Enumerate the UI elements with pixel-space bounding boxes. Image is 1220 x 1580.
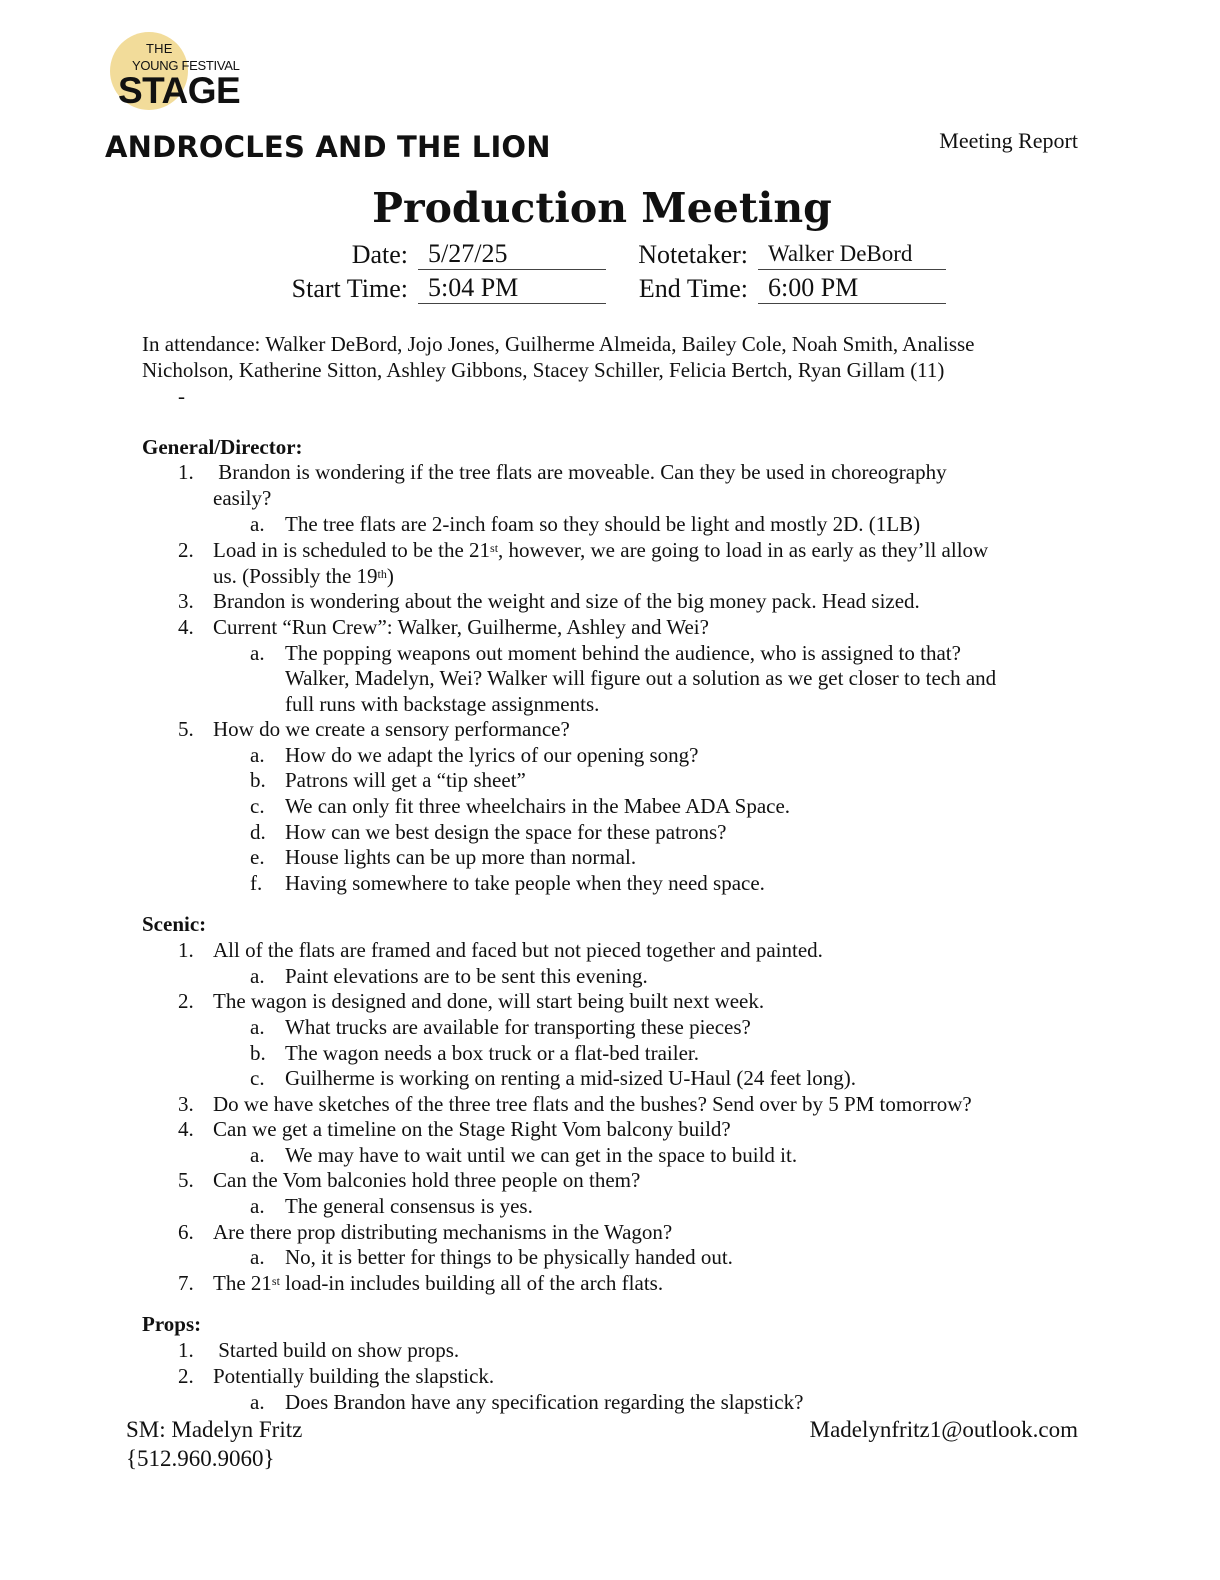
item-text: Potentially building the slapstick. [213,1364,495,1388]
sub-item-letter: a. [250,743,265,767]
sub-item-letter: f. [250,871,263,895]
notetaker-label: Notetaker: [638,240,748,269]
logo-line-the: THE [146,41,173,56]
logo-line-stage: STAGE [118,70,241,111]
sub-item-letter: d. [250,820,266,844]
item-text: Brandon is wondering about the weight and size of the big money pack. Head sized. [213,589,920,613]
item-text-part: Load in is scheduled to be the 21 [213,538,491,562]
item-number: 6. [178,1220,194,1244]
sub-item-text: We can only fit three wheelchairs in the Mabee ADA Space. [285,794,791,818]
meta-row-time [0,274,1220,306]
logo-line-young-festival: YOUNG FESTIVAL [132,58,240,73]
sub-item-text: Patrons will get a “tip sheet” [285,768,526,792]
item-number: 1. [178,460,194,484]
attendance-line-2: Nicholson, Katherine Sitton, Ashley Gibbons, Stacey Schiller, Felicia Bertch, Ryan Gillam (11) [142,358,945,382]
item-text: All of the flats are framed and faced but not pieced together and painted. [213,938,823,962]
sub-item-text: Having somewhere to take people when they need space. [285,871,765,895]
sub-item-letter: b. [250,768,266,792]
sub-item-text: We may have to wait until we can get in the space to build it. [285,1143,798,1167]
item-text-part: ) [386,564,394,588]
sub-item-letter: a. [250,964,265,988]
report-label: Meeting Report [939,128,1078,153]
item-number: 3. [178,1092,194,1116]
sub-item-letter: c. [250,794,265,818]
meta-row-date [0,240,1220,272]
section-heading-props: Props: [142,1312,202,1336]
footer-phone: {512.960.9060} [126,1446,275,1471]
sub-item-text: The tree flats are 2-inch foam so they should be light and mostly 2D. (1LB) [285,512,921,536]
sub-item-text: Paint elevations are to be sent this evening. [285,964,648,988]
section-heading-scenic: Scenic: [142,912,207,936]
sub-item-continuation: Walker, Madelyn, Wei? Walker will figure out a solution as we get closer to tech and [285,666,997,690]
sub-item-letter: a. [250,1194,265,1218]
item-number: 5. [178,1168,194,1192]
item-text: Can we get a timeline on the Stage Right Vom balcony build? [213,1117,731,1141]
sub-item-text: What trucks are available for transporting these pieces? [285,1015,751,1039]
sub-item-letter: a. [250,1143,265,1167]
footer-email[interactable]: Madelynfritz1@outlook.com [809,1417,1078,1442]
sub-item-text: Guilherme is working on renting a mid-sized U-Haul (24 feet long). [285,1066,856,1090]
notetaker-value: Walker DeBord [758,240,946,270]
item-number: 2. [178,1364,194,1388]
footer-stage-manager: SM: Madelyn Fritz [126,1417,303,1442]
sub-item-text: How do we adapt the lyrics of our opening song? [285,743,699,767]
list-item-continuation: easily? [213,486,272,510]
item-text: Are there prop distributing mechanisms in the Wagon? [213,1220,673,1244]
attendance-line-1: In attendance: Walker DeBord, Jojo Jones, Guilherme Almeida, Bailey Cole, Noah Smith, Analisse [142,332,975,356]
item-text: Started build on show props. [213,1338,460,1362]
item-number: 4. [178,615,194,639]
ordinal-suffix: st [490,541,499,555]
sub-item-text: No, it is better for things to be physically handed out. [285,1245,733,1269]
sub-item-letter: a. [250,641,265,665]
item-text [213,1271,663,1297]
end-time-value: 6:00 PM [758,274,946,304]
item-number: 1. [178,1338,194,1362]
sub-item-text: How can we best design the space for these patrons? [285,820,727,844]
item-text-part: us. (Possibly the 19 [213,564,378,588]
item-number: 3. [178,589,194,613]
item-number: 4. [178,1117,194,1141]
date-label: Date: [351,240,408,269]
attendance-dash: - [178,384,185,408]
sub-item-letter: e. [250,845,265,869]
show-title: ANDROCLES AND THE LION [105,130,551,164]
sub-item-text: The general consensus is yes. [285,1194,533,1218]
item-text: Current “Run Crew”: Walker, Guilherme, Ashley and Wei? [213,615,709,639]
sub-item-letter: a. [250,1390,265,1414]
item-number: 7. [178,1271,194,1295]
sub-item-letter: a. [250,512,265,536]
item-text: Can the Vom balconies hold three people on them? [213,1168,641,1192]
item-text [213,538,988,564]
page-title: Production Meeting [372,184,832,232]
sub-item-text: The wagon needs a box truck or a flat-bed trailer. [285,1041,700,1065]
festival-logo [106,32,266,116]
sub-item-text: The popping weapons out moment behind the audience, who is assigned to that? [285,641,961,665]
start-time-value: 5:04 PM [418,274,606,304]
item-text: Brandon is wondering if the tree flats are moveable. Can they be used in choreography [213,460,947,484]
item-text-part: The 21 [213,1271,272,1295]
sub-item-letter: a. [250,1245,265,1269]
sub-item-letter: c. [250,1066,265,1090]
item-number: 2. [178,538,194,562]
sub-item-text: House lights can be up more than normal. [285,845,637,869]
date-value: 5/27/25 [418,240,606,270]
start-time-label: Start Time: [291,274,408,303]
item-text-part: load-in includes building all of the arch flats. [279,1271,664,1295]
ordinal-suffix: st [271,1274,280,1288]
item-text: Do we have sketches of the three tree flats and the bushes? Send over by 5 PM tomorrow? [213,1092,972,1116]
item-text: How do we create a sensory performance? [213,717,570,741]
section-heading-general: General/Director: [142,435,303,459]
item-text: The wagon is designed and done, will start being built next week. [213,989,765,1013]
end-time-label: End Time: [638,274,748,303]
sub-item-text: Does Brandon have any specification regarding the slapstick? [285,1390,804,1414]
item-number: 5. [178,717,194,741]
item-number: 2. [178,989,194,1013]
ordinal-suffix: th [377,567,387,581]
sub-item-letter: b. [250,1041,266,1065]
item-text-part: , however, we are going to load in as early as they’ll allow [498,538,989,562]
list-item-continuation [213,564,394,590]
item-number: 1. [178,938,194,962]
sub-item-continuation: full runs with backstage assignments. [285,692,600,716]
sub-item-letter: a. [250,1015,265,1039]
